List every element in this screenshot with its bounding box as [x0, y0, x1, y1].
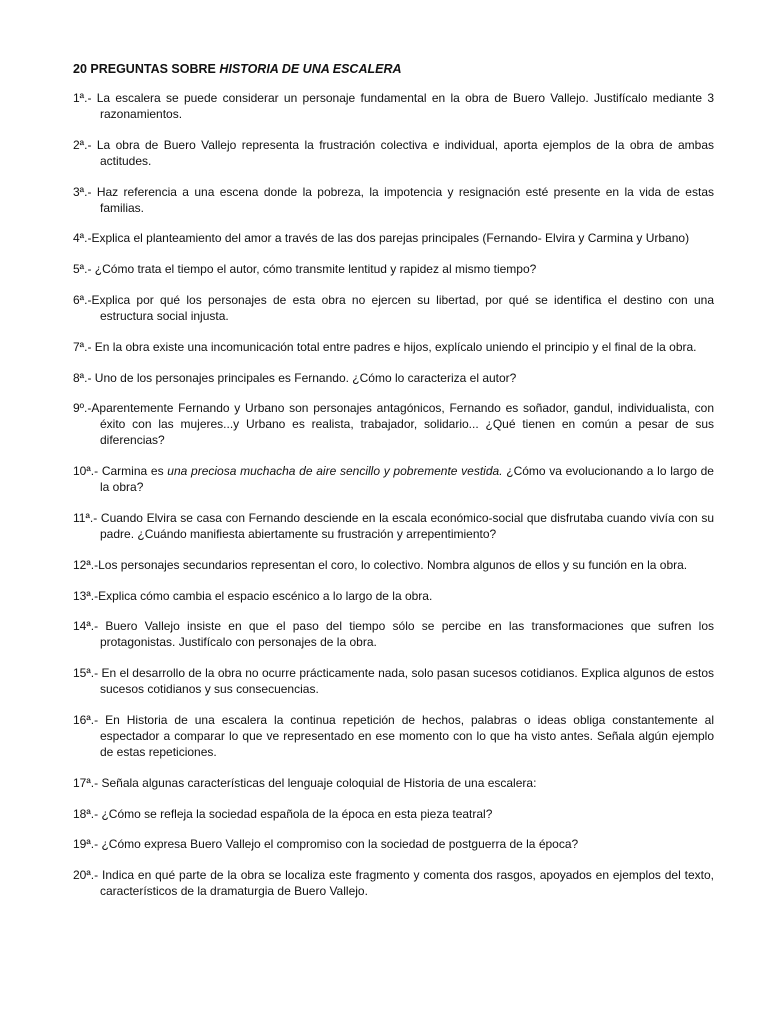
- question-18: [73, 806, 714, 822]
- question-text: Explica por qué los personajes de esta obra no ejercen su libertad, por qué se identifica el destino con una estructura social injusta.: [91, 292, 714, 323]
- question-number: 13ª.-: [73, 588, 99, 603]
- document-title: [73, 61, 714, 77]
- document-page: [73, 61, 714, 914]
- question-number: 17ª.-: [73, 775, 99, 790]
- question-text: ¿Cómo se refleja la sociedad española de la época en esta pieza teatral?: [101, 806, 493, 821]
- question-text: En Historia de una escalera la continua repetición de hechos, palabras o ideas obliga constantemente al espectador a comparar lo que ve representado en ese momento con lo que ha visto antes. Señala algún ejemplo de estas repeticiones.: [100, 712, 715, 759]
- question-text: Los personajes secundarios representan el coro, lo colectivo. Nombra algunos de ellos y su función en la obra.: [98, 557, 688, 572]
- question-number: 15ª.-: [73, 666, 99, 681]
- question-text: En la obra existe una incomunicación total entre padres e hijos, explícalo uniendo el principio y el final de la obra.: [94, 339, 697, 354]
- question-text: Explica el planteamiento del amor a través de las dos parejas principales (Fernando- Elvira y Carmina y Urbano): [91, 231, 690, 246]
- question-number: 3ª.-: [73, 184, 92, 199]
- question-text: Cuando Elvira se casa con Fernando desciende en la escala económico-social que disfrutaba cuando vivía con su padre. ¿Cuándo manifiesta abiertamente su frustración y arrepentimiento?: [100, 510, 714, 541]
- question-16: [73, 712, 714, 760]
- question-text: ¿Cómo expresa Buero Vallejo el compromiso con la sociedad de postguerra de la época?: [101, 837, 579, 852]
- question-19: [73, 836, 714, 852]
- question-number: 12ª.-: [73, 557, 99, 572]
- question-number: 1ª.-: [73, 91, 92, 105]
- question-text: Aparentemente Fernando y Urbano son personajes antagónicos, Fernando es soñador, gandul, individualista, con éxito con las mujeres...y Urbano es realista, trabajador, solidario... ¿Qué tienen en común a pesar de sus diferencias?: [91, 401, 714, 448]
- question-15: [73, 665, 714, 697]
- question-text: Señala algunas características del lenguaje coloquial de Historia de una escalera:: [101, 775, 537, 790]
- question-number: 16ª.-: [73, 712, 99, 727]
- question-text: En el desarrollo de la obra no ocurre prácticamente nada, solo pasan sucesos cotidianos. Explica algunos de estos sucesos cotidianos y sus consecuencias.: [100, 666, 714, 697]
- question-text: Explica cómo cambia el espacio escénico a lo largo de la obra.: [98, 588, 433, 603]
- question-4: [73, 230, 714, 246]
- question-text-before: Carmina es: [101, 464, 168, 479]
- question-11: [73, 510, 714, 542]
- question-text: La escalera se puede considerar un personaje fundamental en la obra de Buero Vallejo. Justifícalo mediante 3 razonamientos.: [96, 91, 714, 121]
- question-2: [73, 137, 714, 169]
- question-number: 18ª.-: [73, 806, 99, 821]
- question-10: [73, 463, 714, 495]
- question-8: [73, 370, 714, 386]
- question-text: Haz referencia a una escena donde la pobreza, la impotencia y resignación esté presente en la vida de estas familias.: [96, 184, 714, 215]
- question-17: [73, 775, 714, 791]
- question-number: 5ª.-: [73, 262, 92, 277]
- title-prefix: 20 PREGUNTAS SOBRE: [73, 62, 220, 76]
- question-number: 19ª.-: [73, 837, 99, 852]
- question-number: 8ª.-: [73, 370, 92, 385]
- question-number: 7ª.-: [73, 339, 92, 354]
- question-1: [73, 90, 714, 122]
- question-12: [73, 557, 714, 573]
- question-number: 14ª.-: [73, 619, 99, 634]
- question-3: [73, 184, 714, 216]
- question-7: [73, 339, 714, 355]
- question-20: [73, 867, 714, 899]
- title-italic: HISTORIA DE UNA ESCALERA: [219, 62, 402, 76]
- question-5: [73, 261, 714, 277]
- question-number: 20ª.-: [73, 868, 99, 883]
- question-9: [73, 400, 714, 448]
- question-text: Uno de los personajes principales es Fernando. ¿Cómo lo caracteriza el autor?: [94, 370, 517, 385]
- question-text: Indica en qué parte de la obra se localiza este fragmento y comenta dos rasgos, apoyados en ejemplos del texto, característicos de la dramaturgia de Buero Vallejo.: [100, 868, 715, 899]
- question-number: 10ª.-: [73, 464, 99, 479]
- question-text: Buero Vallejo insiste en que el paso del tiempo sólo se percibe en las transformaciones que sufren los protagonistas. Justifícalo con personajes de la obra.: [100, 619, 714, 650]
- question-text: ¿Cómo trata el tiempo el autor, cómo transmite lentitud y rapidez al mismo tiempo?: [94, 262, 537, 277]
- question-14: [73, 618, 714, 650]
- question-6: [73, 292, 714, 324]
- question-number: 6ª.-: [73, 292, 92, 307]
- question-13: [73, 588, 714, 604]
- question-number: 2ª.-: [73, 137, 92, 152]
- question-text-after: ¿Cómo va evolucionando a lo largo de la obra?: [100, 464, 714, 495]
- question-text-italic: una preciosa muchacha de aire sencillo y pobremente vestida.: [167, 464, 503, 479]
- question-text: La obra de Buero Vallejo representa la frustración colectiva e individual, aporta ejemplos de la obra de ambas actitudes.: [96, 137, 715, 168]
- question-number: 9º.-: [73, 401, 92, 416]
- question-number: 4ª.-: [73, 231, 92, 246]
- question-number: 11ª.-: [73, 510, 98, 525]
